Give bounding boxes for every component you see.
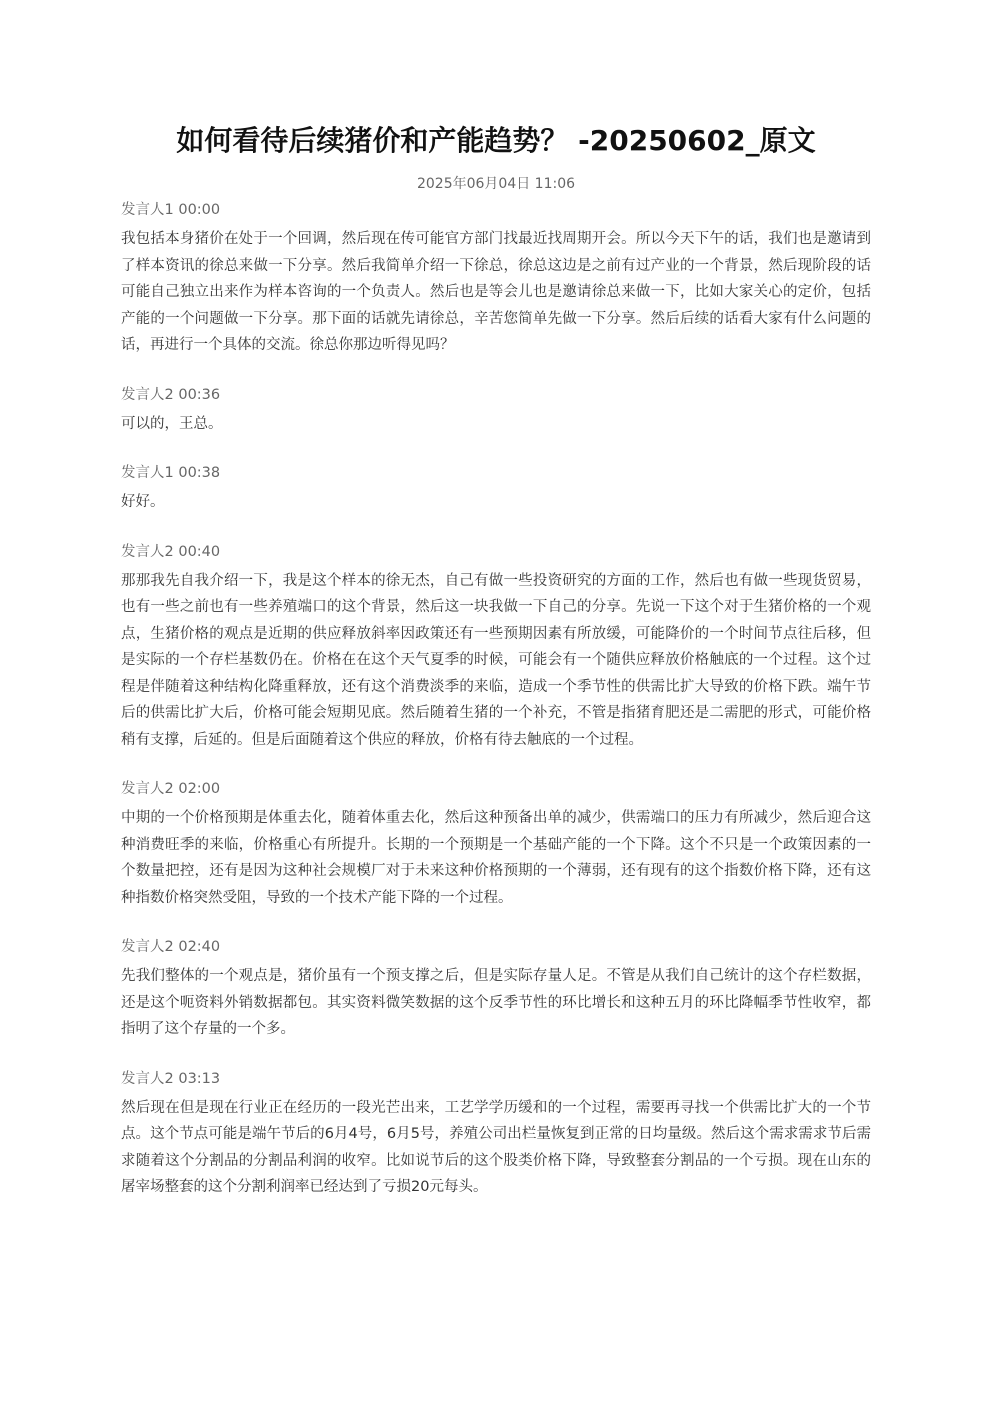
speaker-name: 发言人2 [121,939,174,955]
segment-text: 然后现在但是现在行业正在经历的一段光芒出来，工艺学学历缓和的一个过程，需要再寻找一个供需比扩大的一个节点。这个节点可能是端午节后的6月4号，6月5号，养殖公司出栏量恢复到正常的日均量级。然后这个需求需求节后需求随着这个分割品的分割品利润的收窄。比如说节后的这个股类价格下降，导致整套分割品的一个亏损。现在山东的屠宰场整套的这个分割利润率已经达到了亏损20元每头。 [121,1099,871,1195]
document-page [121,0,871,1227]
segment-text: 我包括本身猪价在处于一个回调，然后现在传可能官方部门找最近找周期开会。所以今天下午的话，我们也是邀请到了样本资讯的徐总来做一下分享。然后我简单介绍一下徐总，徐总这边是之前有过产业的一个背景，然后现阶段的话可能自己独立出来作为样本咨询的一个负责人。然后也是等会儿也是邀请徐总来做一下，比如大家关心的定价，包括产能的一个问题做一下分享。那下面的话就先请徐总，辛苦您简单先做一下分享。然后后续的话看大家有什么问题的话，再进行一个具体的交流。徐总你那边听得见吗？ [121,231,871,353]
speaker-name: 发言人2 [121,386,174,403]
speaker-header [121,937,871,957]
speaker-header [121,1069,871,1089]
speaker-header [121,200,871,220]
page-title: 如何看待后续猪价和产能趋势？ -20250602_原文 [176,124,816,157]
speaker-name: 发言人1 [121,465,174,481]
segment-text: 那那我先自我介绍一下，我是这个样本的徐无杰，自己有做一些投资研究的方面的工作，然后也有做一些现货贸易，也有一些之前也有一些养殖端口的这个背景，然后这一块我做一下自己的分享。先说一下这个对于生猪价格的一个观点，生猪价格的观点是近期的供应释放斜率因政策还有一些预期因素有所放缓，可能降价的一个时间节点往后移，但是实际的一个存栏基数仍在。价格在在这个天气夏季的时候，可能会有一个随供应释放价格触底的一个过程。这个过程是伴随着这种结构化降重释放，还有这个消费淡季的来临，造成一个季节性的供需比扩大导致的价格下跌。端午节后的供需比扩大后，价格可能会短期见底。然后随着生猪的一个补充，不管是指猪育肥还是二需肥的形式，可能价格稍有支撑，后延的。但是后面随着这个供应的释放，价格有待去触底的一个过程。 [121,572,871,748]
document-date: 2025年06月04日 11:06 [416,176,576,192]
speaker-name: 发言人1 [121,202,174,218]
timestamp: 00:38 [178,465,221,481]
speaker-name: 发言人2 [121,543,174,560]
speaker-header [121,542,871,562]
speaker-header [121,385,871,405]
speaker-name: 发言人2 [121,1070,174,1087]
segment-text: 中期的一个价格预期是体重去化，随着体重去化，然后这种预备出单的减少，供需端口的压力有所减少，然后迎合这种消费旺季的来临，价格重心有所提升。长期的一个预期是一个基础产能的一个下降。这个不只是一个政策因素的一个数量把控，还有是因为这种社会规模厂对于未来这种价格预期的一个薄弱，还有现有的这个指数价格下降，还有这种指数价格突然受阻，导致的一个技术产能下降的一个过程。 [121,810,871,906]
transcript-segment [121,779,871,911]
segment-text: 好好。 [121,494,165,510]
transcript-segment [121,1069,871,1201]
transcript-segment [121,542,871,754]
transcript [121,200,871,1201]
transcript-segment [121,463,871,516]
speaker-name: 发言人2 [121,781,174,797]
timestamp: 02:40 [178,939,221,955]
timestamp: 00:40 [178,543,221,560]
timestamp: 00:36 [178,386,221,403]
speaker-header [121,779,871,799]
timestamp: 03:13 [178,1070,221,1087]
segment-text: 可以的，王总。 [121,415,223,432]
transcript-segment [121,385,871,438]
speaker-header [121,463,871,483]
timestamp: 02:00 [178,781,221,797]
timestamp: 00:00 [178,202,221,218]
transcript-segment [121,200,871,359]
transcript-segment [121,937,871,1043]
segment-text: 先我们整体的一个观点是，猪价虽有一个预支撑之后，但是实际存量人足。不管是从我们自己统计的这个存栏数据，还是这个呃资料外销数据都包。其实资料微笑数据的这个反季节性的环比增长和这种五月的环比降幅季节性收窄，都指明了这个存量的一个多。 [121,968,871,1037]
